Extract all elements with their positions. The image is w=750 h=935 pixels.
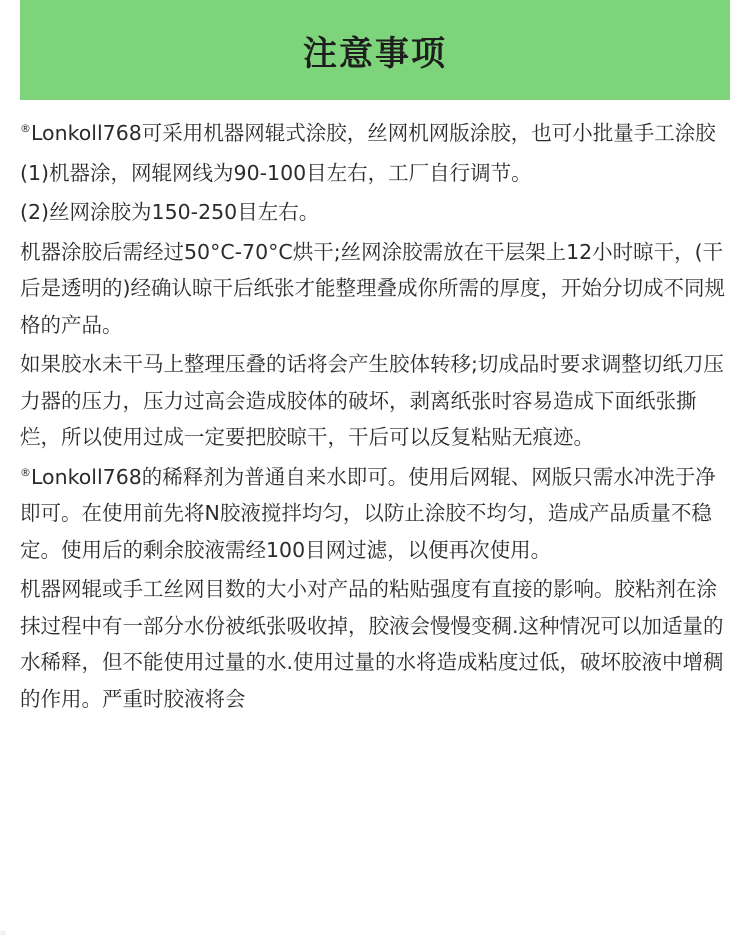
page-title: 注意事项 — [303, 33, 447, 74]
paragraph-text: (2)丝网涂胶为150-250目左右。 — [20, 200, 320, 224]
header-banner — [20, 0, 730, 100]
paragraph-2 — [20, 155, 732, 192]
paragraph-6 — [20, 459, 732, 569]
paragraph-1 — [20, 115, 732, 152]
paragraph-text: (1)机器涂，网辊网线为90-100目左右，工厂自行调节。 — [20, 160, 532, 185]
paragraph-5 — [20, 346, 732, 456]
registered-mark: ® — [20, 465, 31, 479]
paragraph-3 — [20, 194, 732, 231]
paragraph-text: Lonkoll768可采用机器网辊式涂胶，丝网机网版涂胶，也可小批量手工涂胶 — [31, 121, 716, 145]
paragraph-text: Lonkoll768的稀释剂为普通自来水即可。使用后网辊、网版只需水冲洗于净即可。在使用前先将N胶液搅拌均匀，以防止涂胶不均匀，造成产品质量不稳定。使用后的剩余胶液需经100目网过滤，以便再次使用。 — [20, 464, 716, 562]
paragraph-text: 机器网辊或手工丝网目数的大小对产品的粘贴强度有直接的影响。胶粘剂在涂抹过程中有一部分水份被纸张吸收掉，胶液会慢慢变稠.这种情况可以加适量的水稀释，但不能使用过量的水.使用过量的水将造成粘度过低，破坏胶液中增稠的作用。严重时胶液将会 — [20, 577, 724, 711]
notes-body — [20, 115, 732, 720]
paragraph-4 — [20, 234, 732, 344]
paragraph-text: 如果胶水未干马上整理压叠的话将会产生胶体转移;切成品时要求调整切纸刀压力器的压力，压力过高会造成胶体的破坏，剥离纸张时容易造成下面纸张撕烂，所以使用过成一定要把胶晾干，干后可以反复粘贴无痕迹。 — [20, 352, 724, 449]
corner-decoration — [0, 931, 6, 935]
paragraph-7 — [20, 571, 732, 717]
registered-mark: ® — [20, 122, 31, 136]
paragraph-text: 机器涂胶后需经过50°C-70°C烘干;丝网涂胶需放在干层架上12小时晾干，(干后是透明的)经确认晾干后纸张才能整理叠成你所需的厚度，开始分切成不同规格的产品。 — [20, 239, 725, 337]
